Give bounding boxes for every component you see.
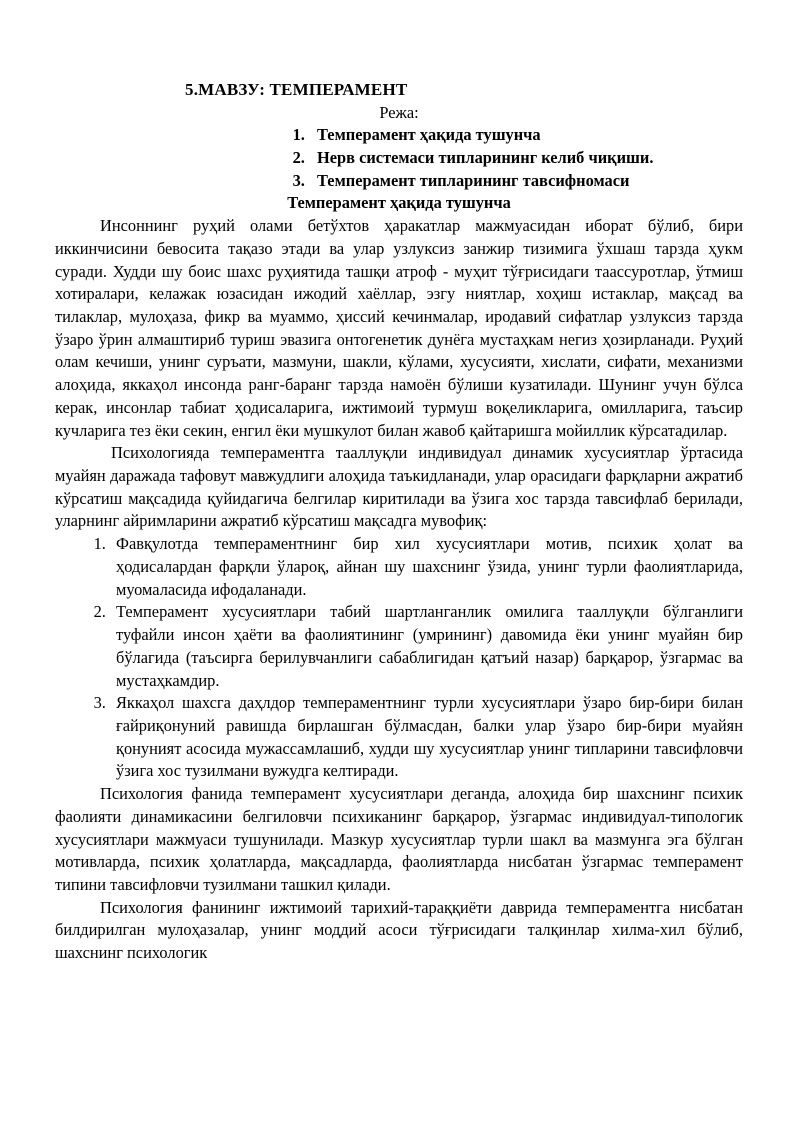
plan-list (287, 124, 743, 192)
document-title: 5.МАВЗУ: ТЕМПЕРАМЕНТ (185, 80, 408, 99)
plan-item-3: 3. Темперамент типларининг тавсифномаси (309, 170, 743, 193)
paragraph-features-lead: Психологияда темпераментга тааллуқли индивидуал динамик хусусиятлар ўртасида муайян даражада тафовут мавжудлиги алоҳида таъкидланади, улар орасидаги фарқларни ажратиб кўрсатиш мақсадида қуйидагича белгилар киритилади ва ўзига хос тарзда тавсифлаб берилади, уларнинг айримларини ажратиб кўрсатиш мақсадга мувофиқ: (55, 443, 743, 531)
plan-label: Режа: (379, 102, 419, 122)
feature-item-3: 3. Яккаҳол шахсга даҳлдор темпераментнинг турли хусусиятлари ўзаро бир-бири билан ғайриқонуний равишда бирлашган бўлмасдан, балки улар ўзаро бир-бири муайян қонуният асосида мужассамлашиб, худди шу хусусиятлар унинг типларини тавсифловчи ўзига хос тузилмани вужудга келтиради. (110, 692, 743, 783)
feature-item-1: 1. Фавқулотда темпераментнинг бир хил хусусиятлари мотив, психик ҳолат ва ҳодисалардан фарқли ўлароқ, айнан шу шахснинг ўзида, унинг турли фаолиятларида, муомаласида ифодаланади. (110, 533, 743, 601)
paragraph-intro: Инсоннинг руҳий олами бетўхтов ҳаракатлар мажмуасидан иборат бўлиб, бири иккинчисини бевосита тақазо этади ва улар узлуксиз занжир тизимига ўхшаш тарзда ҳукм суради. Худди шу боис шахс руҳиятида ташқи атроф - муҳит тўғрисидаги таассуротлар, ўтмиш хотиралари, келажак юзасидан ижодий хаёллар, эзгу ниятлар, хоҳиш истаклар, мақсад ва тилаклар, мулоҳаза, фикр ва муаммо, ҳиссий кечинмалар, иродавий сифатлар узлуксиз тарзда ўзаро ўрин алмаштириб туриш эвазига онтогенетик дунёга мустаҳкам негиз ҳозирланади. Руҳий олам кечиши, унинг суръати, мазмуни, шакли, кўлами, хусусияти, хислати, сифати, механизми алоҳида, яккаҳол инсонда ранг-баранг тарзда намоён бўлиши кузатилади. Шунинг учун бўлса керак, инсонлар табиат ҳодисаларига, ижтимоий турмуш воқеликларига, омилларига, таъсир кучларига тез ёки секин, енгил ёки мушкулот билан жавоб қайтаришга мойиллик кўрсатадилар. (55, 216, 743, 440)
paragraph-definition: Психология фанида темперамент хусусиятлари деганда, алоҳида бир шахснинг психик фаолияти динамикасини белгиловчи психиканинг барқарор, ўзгармас индивидуал-типологик хусусиятлари мажмуаси тушунилади. Мазкур хусусиятлар турли шакл ва мазмунга эга бўлган мотивларда, психик ҳолатларда, мақсадларда, фаолиятларда нисбатан ўзгармас темперамент типини тавсифловчи тузилмани ташкил қилади. (55, 784, 743, 894)
feature-list (87, 533, 743, 783)
plan-item-1: 1. Темперамент ҳақида тушунча (309, 124, 743, 147)
section-heading: Темперамент ҳақида тушунча (287, 193, 511, 213)
plan-item-2: 2. Нерв системаси типларининг келиб чиқиши. (309, 147, 743, 170)
feature-item-2: 2. Темперамент хусусиятлари табий шартланганлик омилига тааллуқли бўлганлиги туфайли инсон ҳаёти ва фаолиятининг (умрининг) давомида ёки унинг муайян бир бўлагида (таъсирга берилувчанлиги сабаблигидан қатъий назар) барқарор, ўзгармас ва мустаҳкамдир. (110, 601, 743, 692)
paragraph-history: Психология фанининг ижтимоий тарихий-тараққиёти даврида темпераментга нисбатан билдирилган мулоҳазалар, унинг моддий асоси тўғрисидаги талқинлар хилма-хил бўлиб, шахснинг психологик (55, 897, 743, 963)
